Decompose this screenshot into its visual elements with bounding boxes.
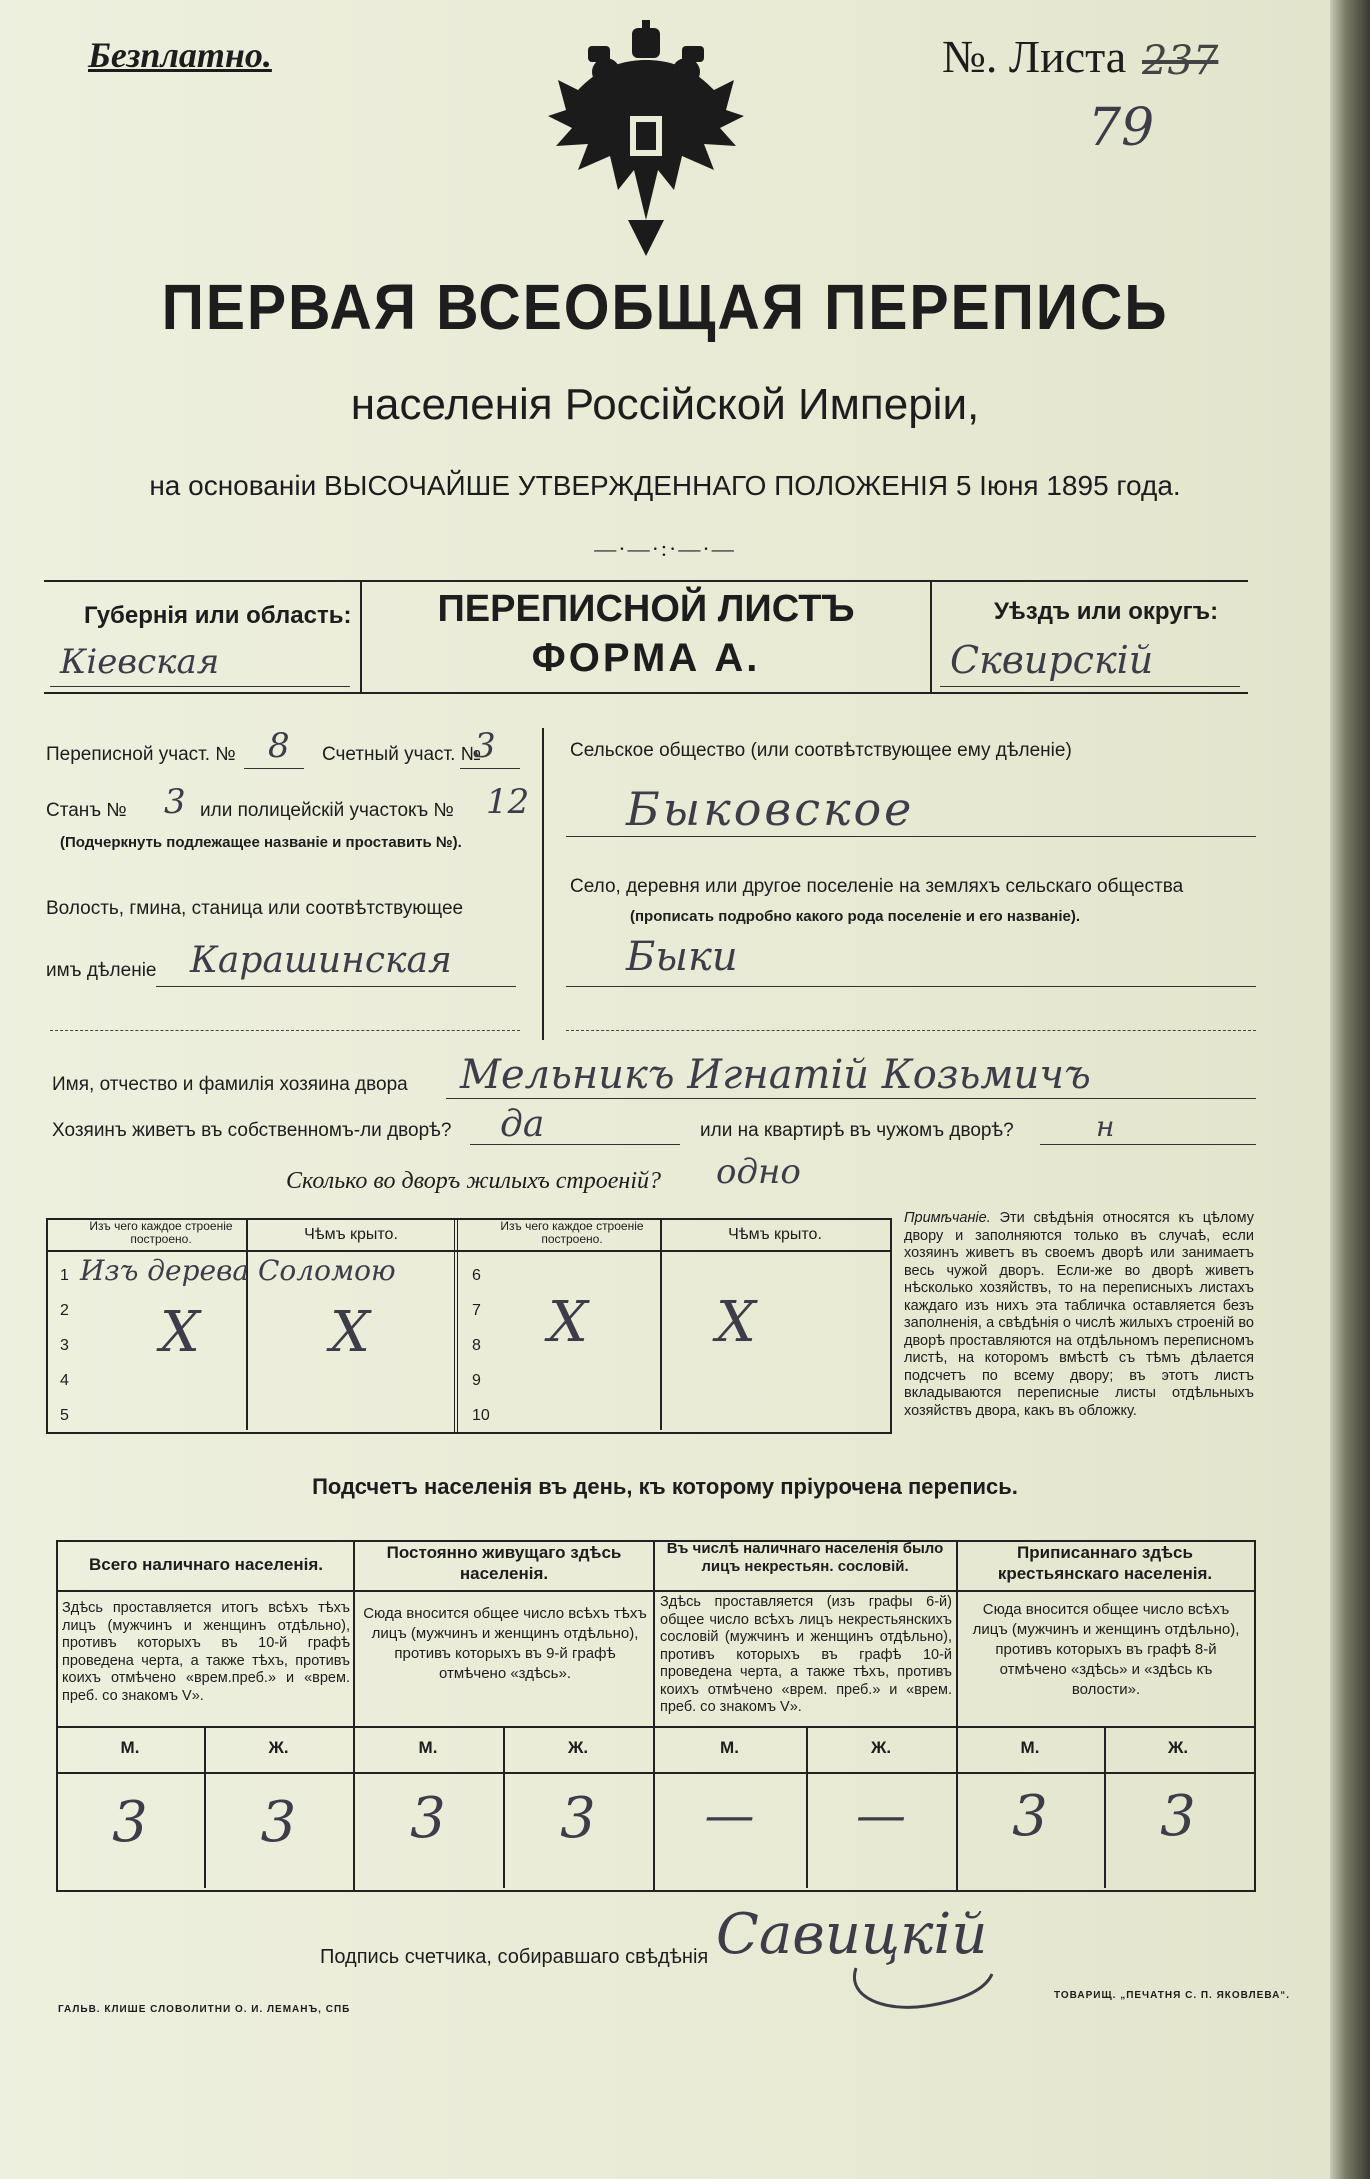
village-note: (прописать подробно какого рода поселеніе и его названіе). [630,908,1081,925]
frame-divider-right [930,580,932,692]
uezd-underline [940,686,1240,687]
frame-top-border [44,580,1248,582]
free-label: Безплатно. [88,35,272,75]
note-text: Эти свѣдѣнія относятся къ цѣлому двору и заполняются только въ случаѣ, если хозяинъ живетъ въ своемъ дворѣ или занимаетъ весь чужой дворъ. Если-же во дворѣ живетъ нѣсколько хозяйствъ, то на переписныхъ листахъ каждаго изъ нихъ эта табличка оставляется безъ заполненія, а свѣдѣнія о числѣ жилыхъ строеній во дворѣ проставляются на отдѣльномъ переписномъ листѣ, на которомъ вмѣстѣ съ тѣмъ дѣлается подсчетъ по всему двору; въ этотъ листъ вкладываются переписные листы отдѣльныхъ хозяйствъ двора, какъ въ обложку. [904,1210,1254,1419]
pop-col1-title: Всего наличнаго населенія. [89,1555,323,1574]
printer-left: ГАЛЬВ. КЛИШЕ СЛОВОЛИТНИ О. И. ЛЕМАНЪ, СПБ [58,2004,351,2015]
pop-col3-m-value: — [704,1786,755,1844]
buildings-col-material-2: Изъ чего каждое строеніе построено. [500,1219,644,1246]
pop-col3-title: Въ числѣ наличнаго населенія было лицъ некрестьян. сословій. [666,1540,944,1575]
pop-col3-desc: Здѣсь проставляется (изъ графы 6-й) общее число всѣхъ лицъ некрестьянскихъ сословій (мужчинъ и женщинъ отдѣльно), противъ которыхъ въ графѣ 10-й проведена черта, а также тѣхъ, противъ коихъ отмѣчено «врем. преб.» и «врем. преб. со знакомъ V». [660,1594,952,1715]
buildings-header-line [46,1250,890,1252]
row-number: 6 [472,1267,481,1284]
pop-col2-f-value: 3 [560,1786,596,1851]
cross-mark: X [716,1290,756,1355]
pop-col2-title: Постоянно живущаго здѣсь населенія. [386,1543,622,1583]
stan-label: Станъ № [46,800,127,821]
row-number: 2 [60,1302,69,1319]
village-underline [566,986,1256,987]
rural-society-underline [566,836,1256,837]
row1-roof: Соломою [258,1254,396,1287]
rented-label: или на квартирѣ въ чужомъ дворѣ? [700,1120,1014,1141]
m-label: М. [120,1738,140,1757]
pop-col2-desc: Сюда вносится общее число всѣхъ тѣхъ лицъ (мужчинъ и женщинъ отдѣльно), противъ которыхъ въ 9-й графѣ отмѣчено «здѣсь». [363,1605,647,1682]
own-yard-underline [470,1144,680,1145]
row-number: 10 [472,1407,490,1424]
fields-separator [542,728,544,1040]
underline-note: (Подчеркнуть подлежащее названіе и проставить №). [60,834,462,851]
row-number: 9 [472,1372,481,1389]
gubernia-value: Кіевская [60,642,220,682]
uezd-label: Уѣздъ или округъ: [994,598,1219,625]
pop-col1-f-value: 3 [260,1790,297,1855]
signature-value: Савицкій [716,1902,988,1967]
row-number: 3 [60,1337,69,1354]
m-label: М. [1020,1738,1040,1757]
pop-mf-line [56,1772,1254,1774]
rural-society-label: Сельское общество (или соотвѣтствующее ему дѣленіе) [570,740,1072,761]
f-label: Ж. [567,1738,589,1757]
pop-col4-m-value: 3 [1012,1784,1048,1849]
printer-right: ТОВАРИЩ. „ПЕЧАТНЯ С. П. ЯКОВЛЕВА“. [1054,1990,1291,2001]
pop-col4-title: Приписаннаго здѣсь крестьянскаго населенія. [997,1543,1213,1583]
owner-label: Имя, отчество и фамилія хозяина двора [52,1074,408,1095]
population-heading: Подсчетъ населенія въ день, къ которому пріурочена перепись. [312,1474,1018,1499]
cross-mark: X [330,1300,370,1365]
pop-col4-desc: Сюда вносится общее число всѣхъ лицъ (мужчинъ и женщинъ отдѣльно), противъ которыхъ въ графѣ 8-й отмѣчено «здѣсь» и «здѣсь къ волости». [972,1601,1240,1698]
f-label: Ж. [1167,1738,1189,1757]
rural-society-value: Быковское [626,782,915,836]
buildings-label: Сколько во дворъ жилыхъ строеній? [286,1168,661,1194]
pop-col1-m-value: 3 [112,1790,148,1855]
owner-value: Мельникъ Игнатій Козьмичъ [460,1052,1091,1098]
signature-flourish-icon [846,1958,996,2014]
village-label: Село, деревня или другое поселеніе на земляхъ сельскаго общества [570,876,1184,897]
form-name: ФОРМА А. [531,636,761,680]
f-label: Ж. [870,1738,892,1757]
owner-underline [446,1098,1256,1099]
volost-extra-line [50,1030,520,1031]
main-title: ПЕРВАЯ ВСЕОБЩАЯ ПЕРЕПИСЬ [161,271,1169,343]
pop-col2-m-value: 3 [410,1786,446,1851]
row-number: 4 [60,1372,69,1389]
census-district-label: Переписной участ. № [46,744,236,765]
pop-col3-f-value: — [856,1786,906,1844]
buildings-rows-left [60,1258,69,1433]
basis-line: на основаніи ВЫСОЧАЙШЕ УТВЕРЖДЕННАГО ПОЛОЖЕНІЯ 5 Іюня 1895 года. [149,470,1181,501]
rented-value: н [1096,1110,1115,1143]
m-label: М. [418,1738,438,1757]
row1-material: Изъ дерева [80,1254,250,1287]
volost-label: Волость, гмина, станица или соотвѣтствующее [46,898,464,919]
cross-mark: X [548,1290,588,1355]
frame-bottom-border [44,692,1248,694]
buildings-value: одно [716,1152,801,1192]
pop-title-line [56,1590,1254,1592]
buildings-rows-right [472,1258,490,1433]
row-number: 7 [472,1302,481,1319]
form-title: ПЕРЕПИСНОЙ ЛИСТЪ [437,588,855,630]
police-value: 12 [486,782,530,822]
pop-col4-f-value: 3 [1160,1784,1196,1849]
count-district-label: Счетный участ. № [322,744,482,765]
sheet-number-handwritten: 79 [1088,98,1155,158]
row-number: 5 [60,1407,69,1424]
pop-col1-desc: Здѣсь проставляется итогъ всѣхъ тѣхъ лицъ (мужчинъ и женщинъ отдѣльно), противъ которыхъ въ 10-й графѣ проведена черта, а также тѣхъ, противъ коихъ отмѣчено «врем.преб.» и «врем. преб. со знакомъ V». [62,1600,350,1704]
buildings-col-material: Изъ чего каждое строеніе построено. [89,1219,233,1246]
note-title: Примѣчаніе. [904,1210,991,1226]
cross-mark: X [160,1300,200,1365]
census-district-underline [244,768,304,769]
pop-desc-line [56,1726,1254,1728]
uezd-value: Сквирскій [950,638,1154,682]
volost-value: Карашинская [190,940,452,981]
own-yard-value: да [500,1104,545,1145]
census-district-value: 8 [268,726,290,766]
village-value: Быки [626,934,738,980]
police-label: или полицейскій участокъ № [200,800,454,821]
stan-value: 3 [164,782,186,822]
coat-of-arms-icon [548,20,744,256]
volost-label-2: имъ дѣленіе [46,960,157,981]
sheet-number-struck: 237 [1142,38,1219,84]
signature-label: Подпись счетчика, собиравшаго свѣдѣнія [320,1946,709,1968]
m-label: М. [720,1738,739,1757]
row-number: 8 [472,1337,481,1354]
page-edge [1330,0,1370,2179]
volost-underline [156,986,516,987]
note-block [904,1210,1254,1420]
f-label: Ж. [268,1738,289,1757]
count-district-underline [460,768,520,769]
buildings-col-roof: Чѣмъ крыто. [304,1226,398,1243]
buildings-col-roof-2: Чѣмъ крыто. [728,1226,822,1243]
rented-underline [1040,1144,1256,1145]
own-yard-label: Хозяинъ живетъ въ собственномъ-ли дворѣ? [52,1120,452,1141]
gubernia-label: Губернія или область: [84,602,352,629]
gubernia-underline [50,686,350,687]
village-extra-line [566,1030,1256,1031]
count-district-value: 3 [474,726,496,766]
row-number: 1 [60,1267,69,1284]
sheet-number-label: №. Листа [942,31,1127,82]
ornament-divider: —·—·:·—·— [594,536,736,561]
subtitle: населенія Россійской Имперіи, [350,380,980,429]
